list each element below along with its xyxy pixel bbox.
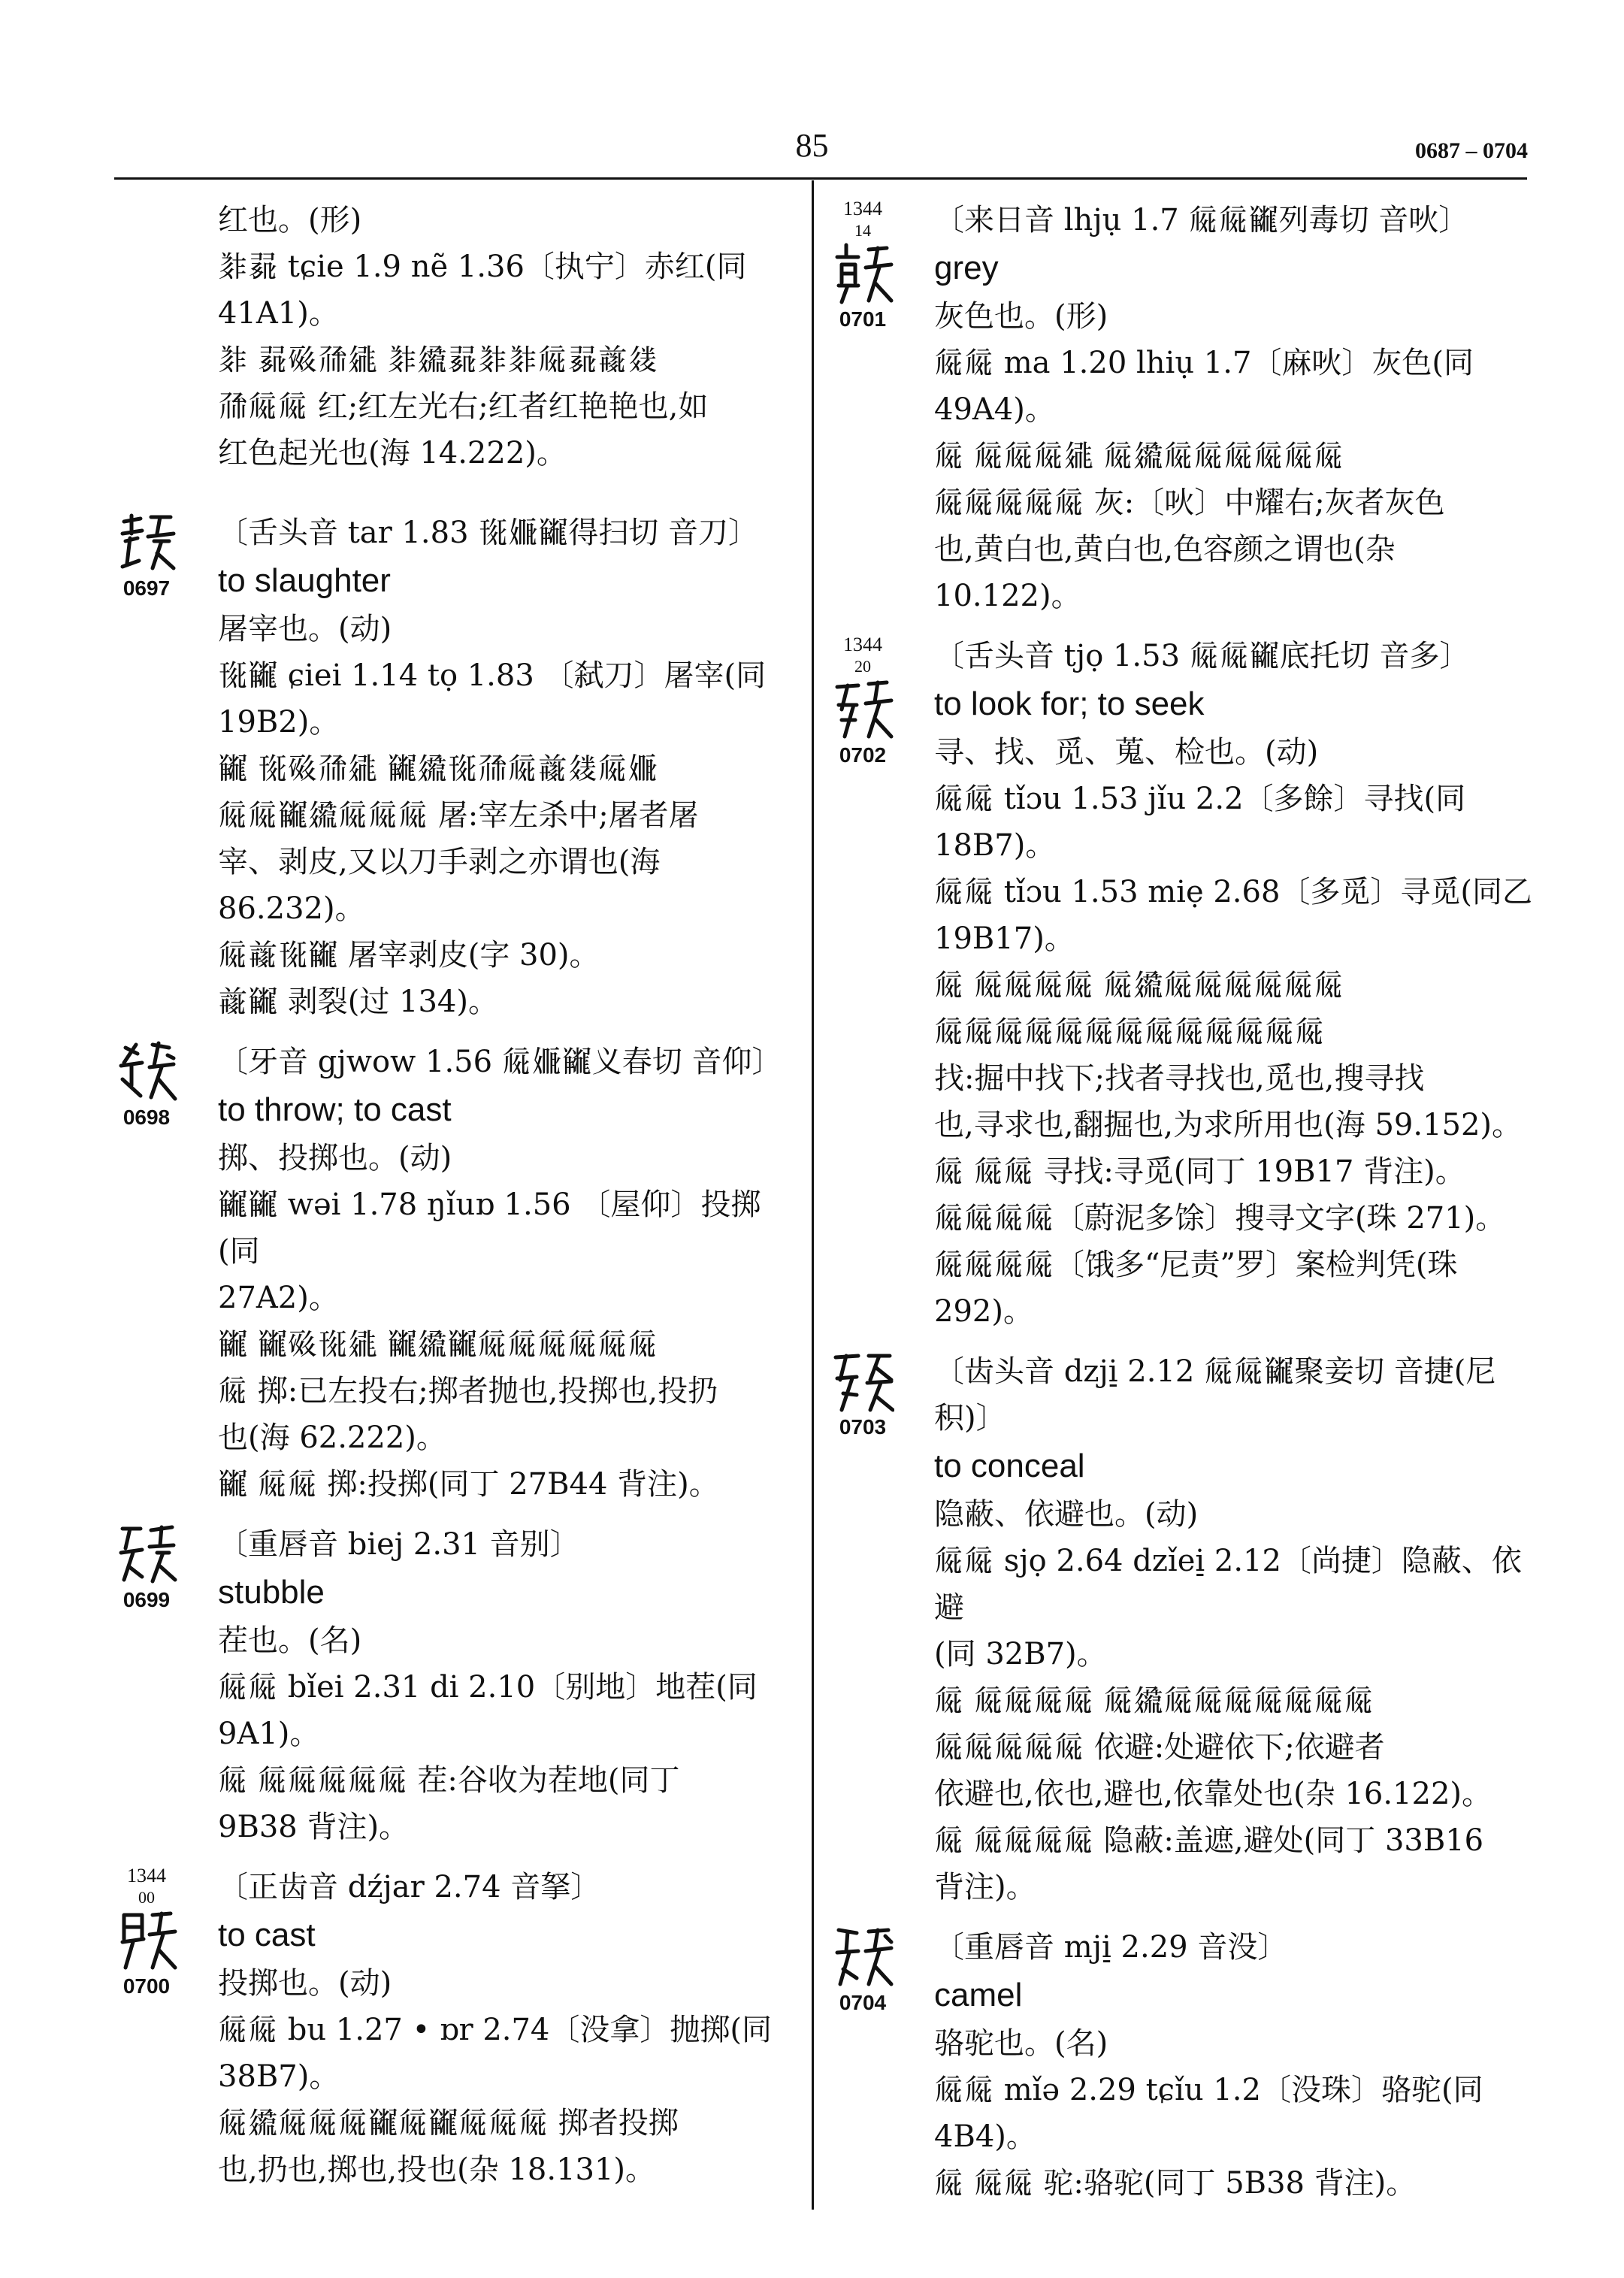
entry-line: 𗏁 𗏁𗏁𗏁𗏁 𗏁𗫔𗏁𗏁𗏁𗏁𗏁𗏁 [934, 968, 1344, 1003]
entry-line: 〔正齿音 dźjar 2.74 音拏〕 [218, 1870, 601, 1904]
entry-line: 𗏁𗏁𗏁𗏁𗏁 灰:〔吙〕中耀右;灰者灰色 [934, 486, 1445, 520]
radical-subcode: 14 [854, 221, 871, 240]
entry-line: 积)〕 [934, 1401, 1006, 1435]
english-gloss: to throw; to cast [218, 1091, 452, 1128]
entry-line: 9B38 背注)。 [218, 1810, 410, 1844]
entry-line: 10.122)。 [934, 579, 1081, 613]
entry-line: 𗏁𗫔𗏁𗏁𗏁𘍛𗏁𘍛𗏁𗏁𗏁 掷者投掷 [218, 2106, 679, 2140]
radical-code: 1344 [843, 198, 882, 219]
entry-line: 背注)。 [934, 1870, 1036, 1904]
entry-line: 找:掘中找下;找者寻找也,觅也,搜寻找 [934, 1061, 1425, 1096]
tangut-glyph-icon [115, 1523, 178, 1586]
dictionary-entry [839, 197, 1535, 619]
entry-line: 𗏁𗏁 ma 1.20 lhiụ 1.7〔麻吙〕灰色(同 49A4)。 [934, 346, 1474, 427]
dictionary-entry [122, 1864, 797, 2193]
entry-line: 红色起光也(海 14.222)。 [218, 436, 567, 470]
entry-line: 骆驼也。(名) [934, 2026, 1108, 2061]
english-gloss: to slaughter [218, 562, 391, 599]
entry-line: 𘍛 𗍁𗹚𗗙𗧓 𘍛𗫔𗍁𗗙𗏁𗓹𗦿𗏁𗏜 [218, 752, 658, 786]
entry-line: 〔来日音 lhjụ 1.7 𗏁𗏁𘍛列毒切 音吙〕 [934, 203, 1469, 237]
entry-line: 𗏁 𗏁𗏁 驼:骆驼(同丁 5B38 背注)。 [934, 2166, 1417, 2201]
english-gloss: camel [934, 1977, 1023, 2013]
entry-line: 𗏁𗏁 tǐɔu 1.53 miẹ 2.68〔多觅〕寻觅(同乙 [934, 875, 1533, 909]
entry-line: 𘍛 𘍛𗹚𗍁𗧓 𘍛𗫔𘍛𗏁𗏁𗏁𗏁𗏁𗏁 [218, 1327, 658, 1362]
english-gloss: grey [934, 250, 999, 286]
entry-number: 0699 [122, 1588, 171, 1611]
entry-head [98, 510, 195, 601]
entry-number: 0703 [839, 1415, 887, 1438]
entry-line: 𗏁𗏁 bǐei 2.31 di 2.10〔别地〕地茬(同 9A1)。 [218, 1670, 758, 1751]
entry-line: 𗗙𗏁𗏁 红;红左光右;红者红艳艳也,如 [218, 389, 709, 424]
radical-subcode: 00 [138, 1888, 155, 1907]
dictionary-entry [122, 1521, 797, 1850]
tangut-glyph-icon [831, 242, 894, 305]
entry-number: 0702 [839, 743, 887, 767]
right-column [839, 197, 1535, 2220]
left-column [122, 197, 797, 2207]
entry-line: 灰色也。(形) [934, 299, 1108, 334]
entry-line: 屠宰也。(动) [218, 612, 392, 646]
tangut-glyph-icon [831, 1926, 894, 1989]
entry-line: 292)。 [934, 1294, 1033, 1329]
entry-line: 𗏁𗏁𗏁𗏁〔蔚泥多馀〕搜寻文字(珠 271)。 [934, 1201, 1506, 1236]
radical-code: 1344 [843, 634, 882, 655]
entry-line: 𗏁𗏁𗏁𗏁〔饿多“尼责”罗〕案检判凭(珠 [934, 1248, 1458, 1282]
page-number: 85 [795, 127, 829, 164]
entry-line: 𗏁 𗏁𗏁𗏁𗏁 𗏁𗫔𗏁𗏁𗏁𗏁𗏁𗏁𗏁 [934, 1684, 1375, 1718]
entry-head [814, 1924, 912, 2016]
entry-line: 也(海 62.222)。 [218, 1420, 446, 1455]
english-gloss: stubble [218, 1574, 325, 1611]
english-gloss: to conceal [934, 1448, 1085, 1484]
header-rule [114, 177, 1527, 180]
dictionary-entry [839, 633, 1535, 1335]
entry-line: 寻、找、觅、蒐、检也。(动) [934, 735, 1319, 770]
column-divider [812, 180, 814, 2210]
entry-line: 〔舌头音 tar 1.83 𗍁𗏜𘍛得扫切 音刀〕 [218, 516, 758, 550]
entry-line: 𗏁 𗏁𗏁𗏁𗏁𗏁 茬:谷收为茬地(同丁 [218, 1763, 680, 1798]
entry-line: 〔齿头音 dzji̠ 2.12 𗏁𗏁𘍛聚妾切 音捷(尼 [934, 1354, 1496, 1389]
entry-line: 27A2)。 [218, 1281, 339, 1315]
entry-head [814, 197, 912, 332]
entry-number: 0697 [122, 576, 171, 600]
entry-line: 𗏁𗏁 mǐə 2.29 tɕǐu 1.2〔没珠〕骆驼(同 4B4)。 [934, 2073, 1483, 2154]
entry-number: 0701 [839, 307, 887, 331]
english-gloss: to cast [218, 1916, 316, 1953]
tangut-glyph-icon [115, 1040, 178, 1103]
entry-line: 〔牙音 gjwow 1.56 𗏁𗏜𘍛义春切 音仰〕 [218, 1045, 782, 1079]
entry-line: 𗏁 𗏁𗏁𗏁𗏁 隐蔽:盖遮,避处(同丁 33B16 [934, 1823, 1484, 1858]
entry-head [98, 1039, 195, 1130]
entry-line: 茬也。(名) [218, 1623, 362, 1658]
english-gloss: to look for; to seek [934, 685, 1205, 722]
entry-head [98, 1864, 195, 1999]
entry-line: 也,扔也,掷也,投也(杂 18.131)。 [218, 2152, 656, 2187]
entry-line: 𘍛 𗏁𗏁 掷:投掷(同丁 27B44 背注)。 [218, 1467, 719, 1502]
entry-line: 𗍁𘍛 ɕiei 1.14 tọ 1.83 〔弑刀〕屠宰(同 [218, 658, 767, 693]
entry-line: 〔重唇音 biej 2.31 音别〕 [218, 1527, 580, 1562]
entry-number: 0700 [122, 1974, 171, 1998]
entry-number: 0704 [839, 1991, 887, 2014]
entry-line: 𘍛𘍛 wəi 1.78 ŋǐuɒ 1.56 〔屋仰〕投掷(同 [218, 1187, 761, 1269]
entry-line: 𗏁 𗏁𗏁 寻找:寻觅(同丁 19B17 背注)。 [934, 1154, 1465, 1189]
entry-line: 𗏁 掷:已左投右;掷者抛也,投掷也,投扔 [218, 1374, 718, 1408]
entry-line: 19B2)。 [218, 705, 340, 740]
entry-line: 宰、剥皮,又以刀手剥之亦谓也(海 86.232)。 [218, 845, 661, 926]
entry-line: 𗏁𗏁𗏁𗏁𗏁𗏁𗏁𗏁𗏁𗏁𗏁𗏁𗏁 [934, 1015, 1325, 1049]
entry-line: 隐蔽、依避也。(动) [934, 1497, 1199, 1532]
tangut-glyph-icon [831, 678, 894, 741]
entry-line: 𗏁𗏁 bu 1.27 • ɒr 2.74〔没拿〕抛掷(同 38B7)。 [218, 2013, 772, 2094]
dictionary-entry [839, 1924, 1535, 2207]
entry-line: 𗏁𗏁 tǐɔu 1.53 jǐu 2.2〔多餘〕寻找(同 18B7)。 [934, 782, 1466, 863]
entry-line: 红也。(形) [218, 203, 362, 237]
entry-range: 0687 – 0704 [1415, 138, 1528, 163]
tangut-glyph-icon [831, 1350, 894, 1413]
entry-line: (同 32B7)。 [934, 1637, 1107, 1671]
tangut-glyph-icon [115, 511, 178, 574]
entry-line: 𗏁𗏁𘍛𗫔𗏁𗏁𗏁 屠:宰左杀中;屠者屠 [218, 798, 699, 833]
entry-line: 19B17)。 [934, 921, 1075, 956]
entry-line: 〔重唇音 mji̠ 2.29 音没〕 [934, 1930, 1288, 1965]
dictionary-entry [122, 510, 797, 1025]
entry-line: 依避也,依也,避也,依靠处也(杂 16.122)。 [934, 1777, 1492, 1811]
dictionary-entry [839, 1348, 1535, 1910]
entry-line: 掷、投掷也。(动) [218, 1141, 452, 1175]
radical-code: 1344 [127, 1865, 166, 1886]
entry-line: 𘎳𗰲 tɕie 1.9 nẽ 1.36〔执宁〕赤红(同 41A1)。 [218, 250, 747, 331]
dictionary-entry [122, 1039, 797, 1508]
entry-line: 𗏁 𗏁𗏁𗏁𗧓 𗏁𗫔𗏁𗏁𗏁𗏁𗏁𗏁 [934, 439, 1344, 473]
continued-entry [218, 197, 797, 476]
entry-line: 也,寻求也,翻掘也,为求所用也(海 59.152)。 [934, 1108, 1523, 1142]
entry-line: 投掷也。(动) [218, 1966, 392, 2001]
entry-line: 𗏁𗏁𗏁𗏁𗏁 依避:处避依下;依避者 [934, 1730, 1385, 1765]
entry-line: 也,黄白也,黄白也,色容颜之谓也(杂 [934, 532, 1396, 567]
entry-line: 〔舌头音 tjọ 1.53 𗏁𗏁𘍛底托切 音多〕 [934, 639, 1470, 673]
entry-head [814, 633, 912, 768]
entry-number: 0698 [122, 1106, 171, 1129]
entry-head [98, 1521, 195, 1613]
entry-head [814, 1348, 912, 1440]
radical-subcode: 20 [854, 657, 871, 676]
entry-line: 𗏁𗓹𗍁𘍛 屠宰剥皮(字 30)。 [218, 938, 600, 973]
entry-line: 𗓹𘍛 剥裂(过 134)。 [218, 985, 498, 1019]
entry-line: 𘎳 𗰲𗹚𗗙𗧓 𘎳𗫔𗰲𘎳𘎳𗏁𗰲𗓹𗦿 [218, 343, 658, 377]
entry-line: 𗏁𗏁 sjọ 2.64 dzǐei̠ 2.12〔尚捷〕隐蔽、依避 [934, 1544, 1522, 1625]
tangut-glyph-icon [115, 1909, 178, 1972]
